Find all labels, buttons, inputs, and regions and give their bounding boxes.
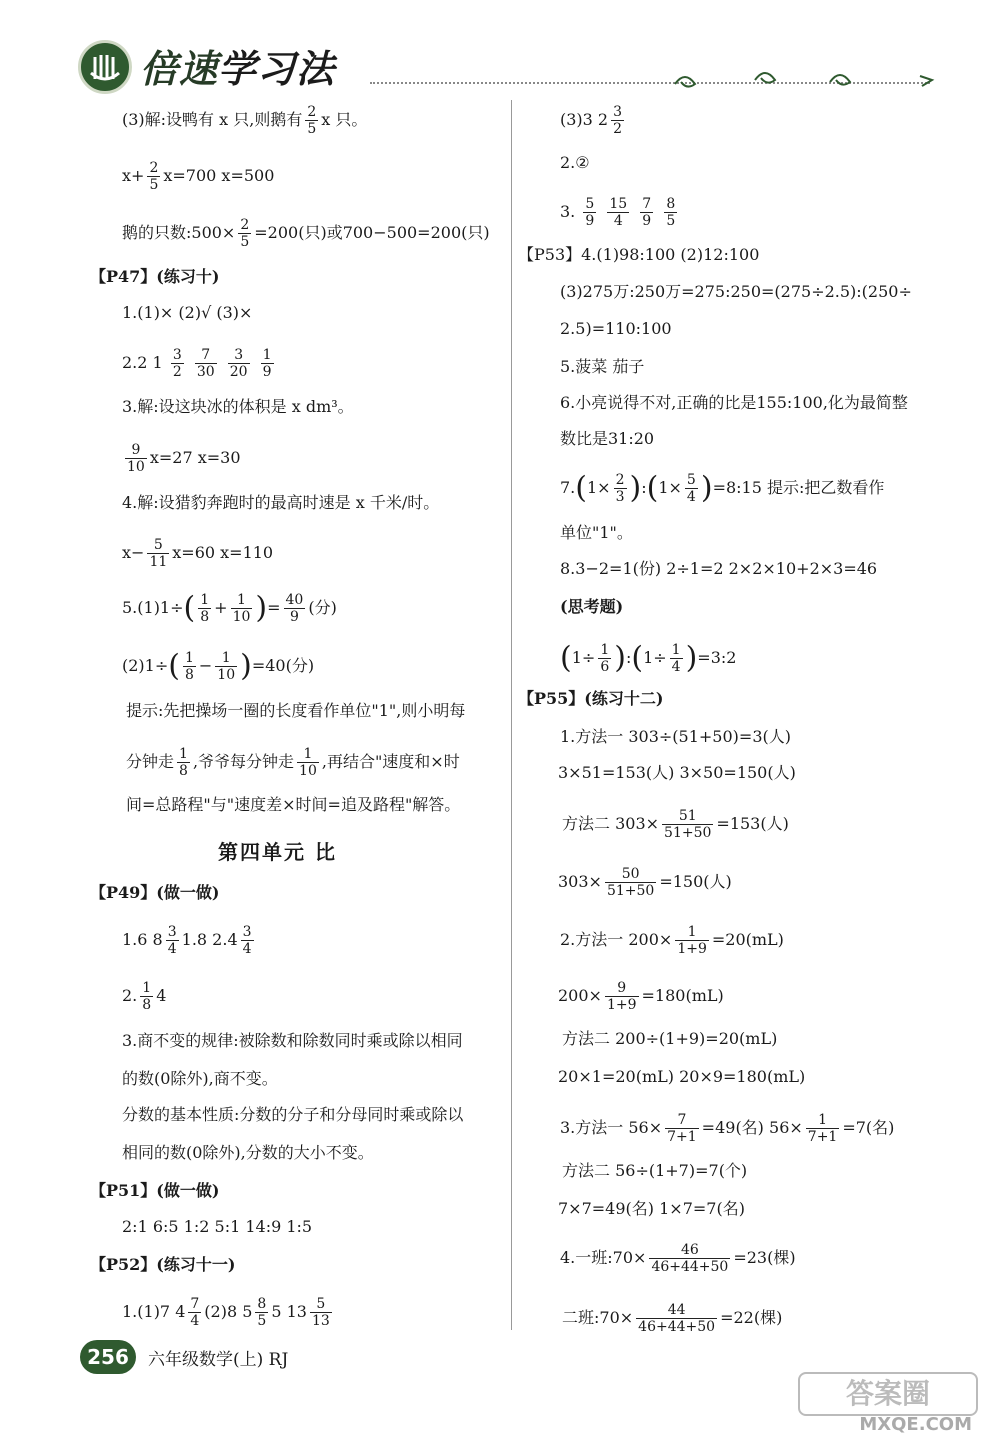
section-heading-p51: 【P51】(做一做) — [90, 1181, 220, 1200]
answer-line: (3)275万:250万=275:250=(275÷2.5):(250÷ — [560, 282, 912, 301]
unit-title: 第四单元 比 — [218, 840, 337, 864]
book-logo-icon — [78, 40, 132, 94]
brand-title — [140, 38, 335, 93]
brand-title-b: 学习法 — [218, 47, 336, 91]
answer-line: 3.方法一 56× $\frac{7}{7+1}$ =49(名) 56× $\frac{1}{7+1}$ =7(名) — [560, 1112, 895, 1145]
answer-line: 3. $\frac{5}{9}$ $\frac{15}{4}$ $\frac{7}{9}$ $\frac{8}{5}$ — [560, 196, 676, 229]
answer-line: 5.菠菜 茄子 — [560, 357, 645, 376]
hint-line: 提示:先把操场一圈的长度看作单位"1",则小明每 — [126, 701, 466, 720]
answer-line: 相同的数(0除外),分数的大小不变。 — [122, 1143, 374, 1162]
section-heading-p49: 【P49】(做一做) — [90, 883, 220, 902]
section-heading-p55: 【P55】(练习十二) — [518, 689, 664, 708]
page-number: 256 — [80, 1340, 136, 1374]
section-heading-p47: 【P47】(练习十) — [90, 267, 220, 286]
answer-line: 6.小亮说得不对,正确的比是155:100,化为最简整 — [560, 393, 908, 412]
fraction: $\frac{2}{5}$ — [307, 104, 317, 137]
swirl-decoration-icon — [665, 62, 945, 94]
hint-line: 间=总路程"与"速度差×时间=追及路程"解答。 — [126, 795, 461, 814]
answer-line: 5.(1)1÷( $\frac{1}{8}$ + $\frac{1}{10}$ )= $\frac{40}{9}$ (分) — [122, 590, 337, 626]
answer-line: 8.3−2=1(份) 2÷1=2 2×2×10+2×3=46 — [560, 559, 878, 578]
answer-line: 20×1=20(mL) 20×9=180(mL) — [558, 1067, 806, 1086]
answer-line: 2:1 6:5 1:2 5:1 14:9 1:5 — [122, 1217, 313, 1236]
answer-line: (2)1÷( $\frac{1}{8}$ − $\frac{1}{10}$ )=40(分) — [122, 648, 315, 684]
column-divider — [511, 100, 512, 1330]
answer-line: 鹅的只数:500× $\frac{2}{5}$ =200(只)或700−500=200(只) — [122, 217, 490, 250]
answer-line: 2.② — [560, 153, 590, 172]
answer-line: 4.一班:70× $\frac{46}{46+44+50}$ =23(棵) — [560, 1242, 796, 1275]
answer-line: 单位"1"。 — [560, 523, 633, 542]
answer-line: 分数的基本性质:分数的分子和分母同时乘或除以 — [122, 1105, 464, 1124]
answer-line: 1.(1)× (2)√ (3)× — [122, 303, 253, 322]
answer-line: (3)3 2 $\frac{3}{2}$ — [560, 104, 623, 137]
section-heading-p52: 【P52】(练习十一) — [90, 1255, 236, 1274]
brand-title-a: 倍速 — [140, 47, 219, 91]
answer-line: 2.2 1 $\frac{3}{2}$ $\frac{7}{30}$ $\frac{3}{20}$ $\frac{1}{9}$ — [122, 347, 272, 380]
answer-line: 2.方法一 200× $\frac{1}{1+9}$ =20(mL) — [560, 924, 784, 957]
hint-line: 分钟走 $\frac{1}{8}$ ,爷爷每分钟走 $\frac{1}{10}$ ,再结合"速度和×时 — [126, 746, 460, 779]
answer-line: 1.(1)7 4 $\frac{7}{4}$ (2)8 5 $\frac{8}{5}$ 5 13 $\frac{5}{13}$ — [122, 1296, 330, 1329]
page-header — [0, 0, 1000, 100]
answer-line: 3.解:设这块冰的体积是 x dm³。 — [122, 397, 354, 416]
answer-line: 的数(0除外),商不变。 — [122, 1069, 278, 1088]
watermark-brand: 答案圈 — [798, 1372, 978, 1416]
answer-line: 1.6 8 $\frac{3}{4}$ 1.8 2.4 $\frac{3}{4}$ — [122, 924, 252, 957]
answer-line: 4.解:设猎豹奔跑时的最高时速是 x 千米/时。 — [122, 493, 440, 512]
answer-line: 1.方法一 303÷(51+50)=3(人) — [560, 727, 791, 746]
answer-line: 7.(1× $\frac{2}{3}$ ):(1× $\frac{5}{4}$ )=8:15 提示:把乙数看作 — [560, 470, 885, 506]
answer-line: 【P53】4.(1)98:100 (2)12:100 — [518, 245, 760, 264]
answer-line: 2.5)=110:100 — [560, 319, 672, 338]
watermark — [798, 1372, 978, 1436]
answer-line: 303× $\frac{50}{51+50}$ =150(人) — [558, 866, 732, 899]
answer-line: 2. $\frac{1}{8}$ 4 — [122, 980, 167, 1013]
answer-line: 200× $\frac{9}{1+9}$ =180(mL) — [558, 980, 724, 1013]
answer-line: $\frac{9}{10}$ x=27 x=30 — [127, 442, 241, 475]
answer-line: 7×7=49(名) 1×7=7(名) — [558, 1199, 745, 1218]
answer-line: 3×51=153(人) 3×50=150(人) — [558, 763, 796, 782]
answer-line: 3.商不变的规律:被除数和除数同时乘或除以相同 — [122, 1031, 463, 1050]
answer-line: x+ $\frac{2}{5}$ x=700 x=500 — [122, 160, 275, 193]
answer-line: 二班:70× $\frac{44}{46+44+50}$ =22(棵) — [562, 1302, 783, 1335]
section-heading-thinking: (思考题) — [560, 597, 624, 616]
answer-line: 方法二 200÷(1+9)=20(mL) — [562, 1029, 778, 1048]
answer-line: (1÷ $\frac{1}{6}$ ):(1÷ $\frac{1}{4}$ )=3:2 — [560, 640, 737, 676]
answer-line: 方法二 303× $\frac{51}{51+50}$ =153(人) — [562, 808, 789, 841]
footer-text: 六年级数学(上) RJ — [148, 1350, 289, 1370]
answer-line: (3)解:设鸭有 x 只,则鹅有 $\frac{2}{5}$ x 只。 — [122, 104, 368, 137]
answer-line: x− $\frac{5}{11}$ x=60 x=110 — [122, 537, 274, 570]
answer-line: 数比是31:20 — [560, 429, 655, 448]
watermark-url: MXQE.COM — [859, 1414, 972, 1435]
answer-line: 方法二 56÷(1+7)=7(个) — [562, 1161, 748, 1180]
page-footer — [80, 1340, 380, 1380]
